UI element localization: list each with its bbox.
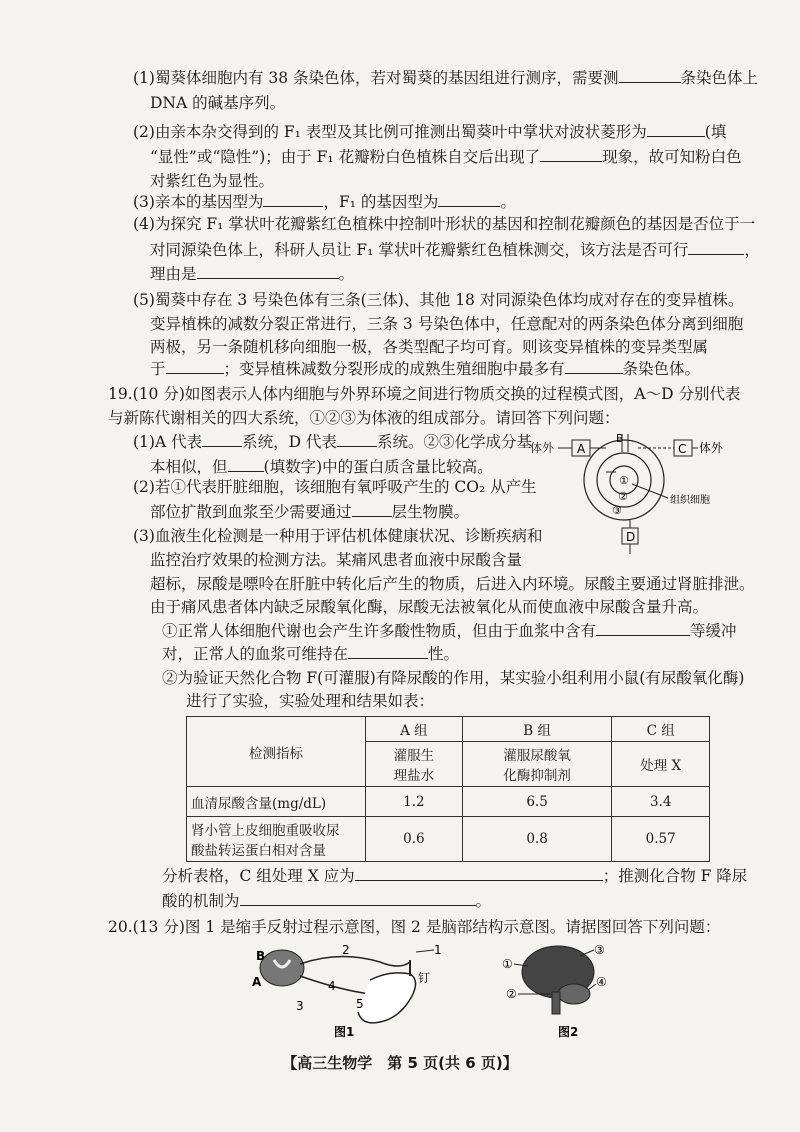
q18-p5-line2: 变异植株的减数分裂正常进行，三条 3 号染色体中，任意配对的两条染色体分离到细胞 [150,315,744,333]
outside-right-label: 体外 [699,441,724,455]
answer-blank[interactable] [197,264,339,279]
outside-left-label: 体外 [530,441,555,455]
label-4: 4 [328,979,336,993]
brain-stem [552,992,560,1014]
row-serum-uric-label: 血清尿酸含量(mg/dL) [187,787,366,817]
q18-p1-line2: DNA 的碱基序列。 [150,94,286,112]
figure-1-label: 图1 [334,1025,355,1039]
answer-blank[interactable] [438,192,500,207]
q18-p4-line1: (4)为探究 F₁ 掌状叶花瓣紫红色植株中控制叶形状的基因和控制花瓣颜色的基因是否位于一 [133,215,756,233]
brain-figure [500,938,620,1042]
q19-s3-analysis-line2: 酸的机制为 。 [162,892,492,910]
arm-outline [358,973,416,1023]
reflex-arc-figure [250,940,460,1040]
q18-p4-line3: 理由是 。 [150,265,355,283]
group-b-header: B 组 [462,717,612,742]
q19-s2-line2: 部位扩散到血浆至少需要通过 层生物膜。 [150,503,470,521]
label-B: B [256,949,266,963]
answer-blank[interactable] [647,122,705,137]
tissue-cell-label: 组织细胞 [670,495,710,506]
q19-s2-line1: (2)若①代表肝脏细胞，该细胞有氧呼吸产生的 CO₂ 从产生 [133,478,537,496]
q19-s3-line5: ①正常人体细胞代谢也会产生许多酸性物质，但由于血浆中含有 等缓冲 [162,622,737,640]
box-D-label: D [626,530,636,544]
q18-p5-line3: 两极，另一条随机移向细胞一极，各类型配子均可育。则该变异植株的变异类型属 [150,338,709,356]
body-fluid-diagram [528,428,728,558]
fluid-1-label: ① [619,474,629,487]
answer-blank[interactable] [228,457,264,472]
label-3: 3 [296,999,304,1013]
q20-heading: 20.(13 分)图 1 是缩手反射过程示意图，图 2 是脑部结构示意图。请据图回答下列问题： [108,918,721,936]
answer-blank[interactable] [352,502,392,517]
col-header-indicator: 检测指标 [187,717,366,787]
fluid-2-label: ② [618,490,628,503]
q19-heading-line1: 19.(10 分)如图表示人体内细胞与外界环境之间进行物质交换的过程模式图，A～D 分别代表 [108,385,741,403]
answer-blank[interactable] [263,192,323,207]
q18-p2-line2: “显性”或“隐性”)；由于 F₁ 花瓣粉白色植株自交后出现了 现象，故可知粉白色 [150,148,742,166]
answer-blank[interactable] [540,147,602,162]
label-3: ③ [594,943,605,957]
box-A-label: A [577,442,586,456]
answer-blank[interactable] [348,644,428,659]
answer-blank[interactable] [565,359,623,374]
answer-blank[interactable] [596,621,690,636]
q19-s3-analysis-line1: 分析表格，C 组处理 X 应为 ；推测化合物 F 降尿 [162,867,748,885]
label-1: 1 [434,943,442,957]
q18-p4-line2: 对同源染色体上，科研人员让 F₁ 掌状叶花瓣紫红色植株测交，该方法是否可行 ， [150,241,760,259]
q19-s3-line1: (3)血液生化检测是一种用于评估机体健康状况、诊断疾病和 [133,527,543,545]
label-5: 5 [356,997,364,1011]
cell-value: 0.8 [462,817,612,862]
results-table [186,716,710,862]
label-2: ② [506,987,517,1001]
figure-2-label: 图2 [558,1025,579,1039]
q19-s3-line6: 对，正常人的血浆可维持在 性。 [162,645,460,663]
group-b-treatment: 灌服尿酸氧 化酶抑制剂 [462,742,612,787]
cell-value: 0.6 [366,817,463,862]
cell-value: 3.4 [612,787,710,817]
answer-blank[interactable] [166,359,224,374]
q18-p2-line3: 对紫红色为显性。 [150,172,275,190]
q19-heading-line2: 与新陈代谢相关的四大系统，①②③为体液的组成部分。请回答下列问题： [108,409,620,427]
group-c-header: C 组 [612,717,710,742]
cell-value: 6.5 [462,787,612,817]
q18-p2-line1: (2)由亲本杂交得到的 F₁ 表型及其比例可推测出蜀葵叶中掌状对波状菱形为 (填 [133,123,727,141]
page-footer: 【高三生物学 第 5 页(共 6 页)】 [282,1054,518,1072]
group-a-treatment: 灌服生 理盐水 [366,742,463,787]
q19-s3-line4: 由于痛风患者体内缺乏尿酸氧化酶，尿酸无法被氧化从而使血液中尿酸含量升高。 [150,598,709,616]
cell-value: 1.2 [366,787,463,817]
group-a-header: A 组 [366,717,463,742]
q19-s1-line2: 本相似，但 (填数字)中的蛋白质含量比较高。 [150,458,493,476]
box-C-label: C [678,442,687,456]
cerebellum [558,984,590,1004]
answer-blank[interactable] [337,432,377,447]
q19-s3-line3: 超标，尿酸是嘌呤在肝脏中转化后产生的物质，后进入内环境。尿酸主要通过肾脏排泄。 [150,575,755,593]
answer-blank[interactable] [202,432,242,447]
q19-s1-line1: (1)A 代表 系统，D 代表 系统。②③化学成分基 [133,433,532,451]
group-c-treatment: 处理 X [612,742,710,787]
q18-p3: (3)亲本的基因型为 ，F₁ 的基因型为 。 [133,193,516,211]
label-2: 2 [342,943,350,957]
q19-s3-line2: 监控治疗效果的检测方法。某痛风患者血液中尿酸含量 [150,551,523,569]
q18-p5-line4: 于 ；变异植株减数分裂形成的成熟生殖细胞中最多有 条染色体。 [150,360,701,378]
label-nail: 钉 [418,971,431,985]
fluid-3-label: ③ [612,504,622,517]
answer-blank[interactable] [240,891,476,906]
afferent-path [300,956,410,966]
cell-value: 0.57 [612,817,710,862]
label-4: ④ [596,975,607,989]
row-transporter-label: 肾小管上皮细胞重吸收尿 酸盐转运蛋白相对含量 [187,817,366,862]
label-1: ① [502,957,513,971]
answer-blank[interactable] [619,68,681,83]
answer-blank[interactable] [688,240,744,255]
q18-p5-line1: (5)蜀葵中存在 3 号染色体有三条(三体)、其他 18 对同源染色体均成对存在的变异植株。 [133,291,744,309]
box-B-label: B [616,432,624,445]
answer-blank[interactable] [355,866,603,881]
label-A: A [252,975,262,989]
q19-s3-line7: ②为验证天然化合物 F(可灌服)有降尿酸的作用，某实验小组利用小鼠(有尿酸氧化酶) [162,669,745,687]
q19-s3-line8: 进行了实验，实验处理和结果如表： [186,692,435,710]
q18-p1-line1: (1)蜀葵体细胞内有 38 条染色体，若对蜀葵的基因组进行测序，需要测 条染色体上 [133,69,759,87]
